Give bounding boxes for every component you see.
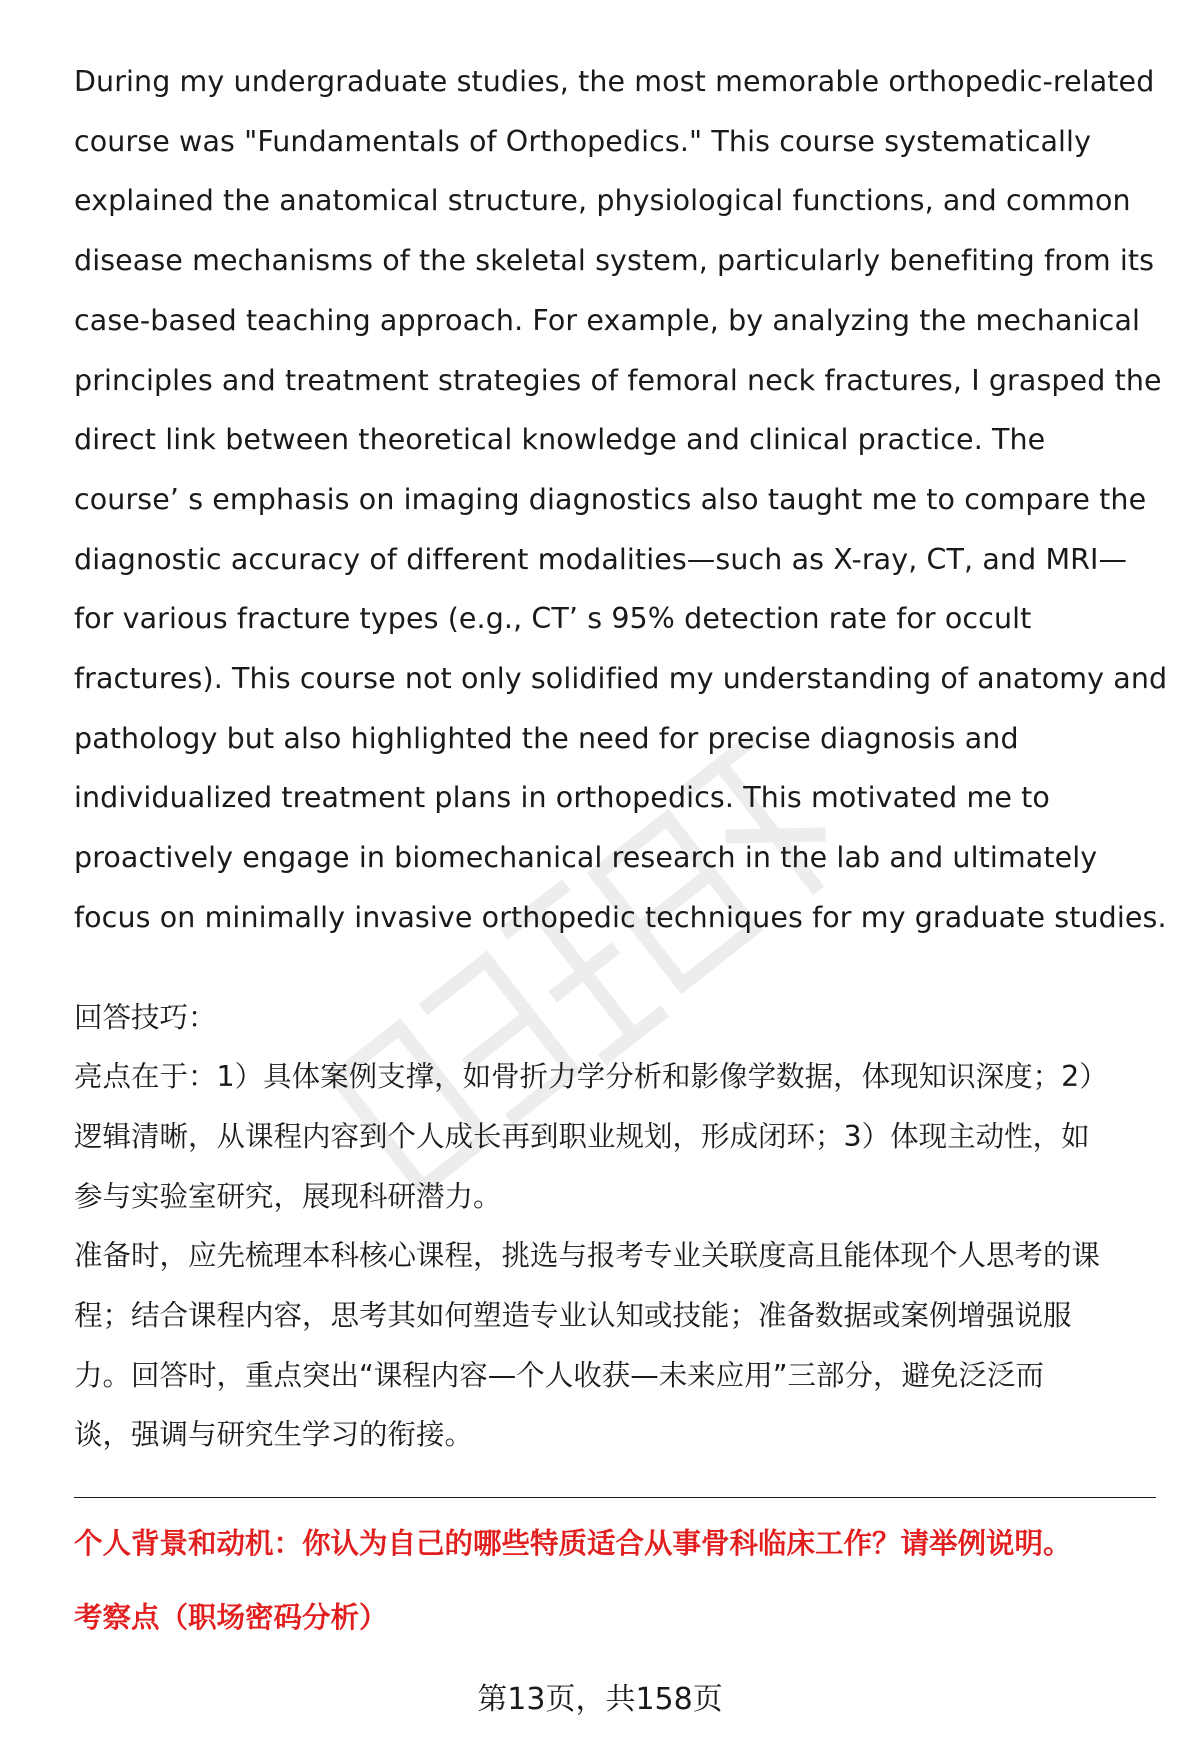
tips-preparation xyxy=(74,1226,1156,1465)
answer-line: focus on minimally invasive orthopedic techniques for my graduate studies. xyxy=(74,900,1167,934)
tips-highlights xyxy=(74,1047,1156,1226)
tips-highlight-line: 亮点在于：1）具体案例支撑，如骨折力学分析和影像学数据，体现知识深度；2） xyxy=(74,1060,1108,1094)
answer-line: individualized treatment plans in orthopedics. This motivated me to xyxy=(74,781,1050,815)
answer-paragraph xyxy=(74,52,1168,948)
answer-line: principles and treatment strategies of femoral neck fractures, I grasped the xyxy=(74,363,1162,397)
tips-prep-line: 程；结合课程内容，思考其如何塑造专业认知或技能；准备数据或案例增强说服 xyxy=(74,1299,1072,1333)
answer-line: for various fracture types (e.g., CT’ s 95% detection rate for occult xyxy=(74,602,1032,636)
answer-tips-section xyxy=(74,988,1156,1466)
tips-heading: 回答技巧： xyxy=(74,1000,217,1034)
tips-prep-line: 谈，强调与研究生学习的衔接。 xyxy=(74,1418,474,1452)
next-question-title: 个人背景和动机：你认为自己的哪些特质适合从事骨科临床工作？请举例说明。 xyxy=(74,1527,1072,1561)
section-divider xyxy=(74,1497,1156,1498)
answer-line: pathology but also highlighted the need for precise diagnosis and xyxy=(74,721,1019,755)
tips-prep-line: 力。回答时，重点突出“课程内容—个人收获—未来应用”三部分，避免泛泛而 xyxy=(74,1358,1045,1392)
answer-line: course was "Fundamentals of Orthopedics." This course systematically xyxy=(74,124,1092,158)
tips-highlight-line: 参与实验室研究，展现科研潜力。 xyxy=(74,1179,502,1213)
answer-line: fractures). This course not only solidified my understanding of anatomy and xyxy=(74,662,1168,696)
answer-line: direct link between theoretical knowledge and clinical practice. The xyxy=(74,423,1046,457)
tips-highlight-line: 逻辑清晰，从课程内容到个人成长再到职业规划，形成闭环；3）体现主动性，如 xyxy=(74,1119,1090,1153)
answer-line: During my undergraduate studies, the most memorable orthopedic-related xyxy=(74,65,1155,98)
answer-line: course’ s emphasis on imaging diagnostics also taught me to compare the xyxy=(74,482,1147,516)
page-number-footer: 第13页，共158页 xyxy=(477,1682,723,1717)
document-page xyxy=(74,52,1168,1640)
answer-line: disease mechanisms of the skeletal system, particularly benefiting from its xyxy=(74,244,1155,278)
tips-prep-line: 准备时，应先梳理本科核心课程，挑选与报考专业关联度高且能体现个人思考的课 xyxy=(74,1239,1101,1273)
answer-line: case-based teaching approach. For example, by analyzing the mechanical xyxy=(74,303,1141,337)
assessment-points-label: 考察点（职场密码分析） xyxy=(74,1601,388,1635)
answer-line: diagnostic accuracy of different modalities—such as X-ray, CT, and MRI— xyxy=(74,542,1128,576)
answer-line: explained the anatomical structure, physiological functions, and common xyxy=(74,184,1131,218)
answer-line: proactively engage in biomechanical research in the lab and ultimately xyxy=(74,841,1098,875)
